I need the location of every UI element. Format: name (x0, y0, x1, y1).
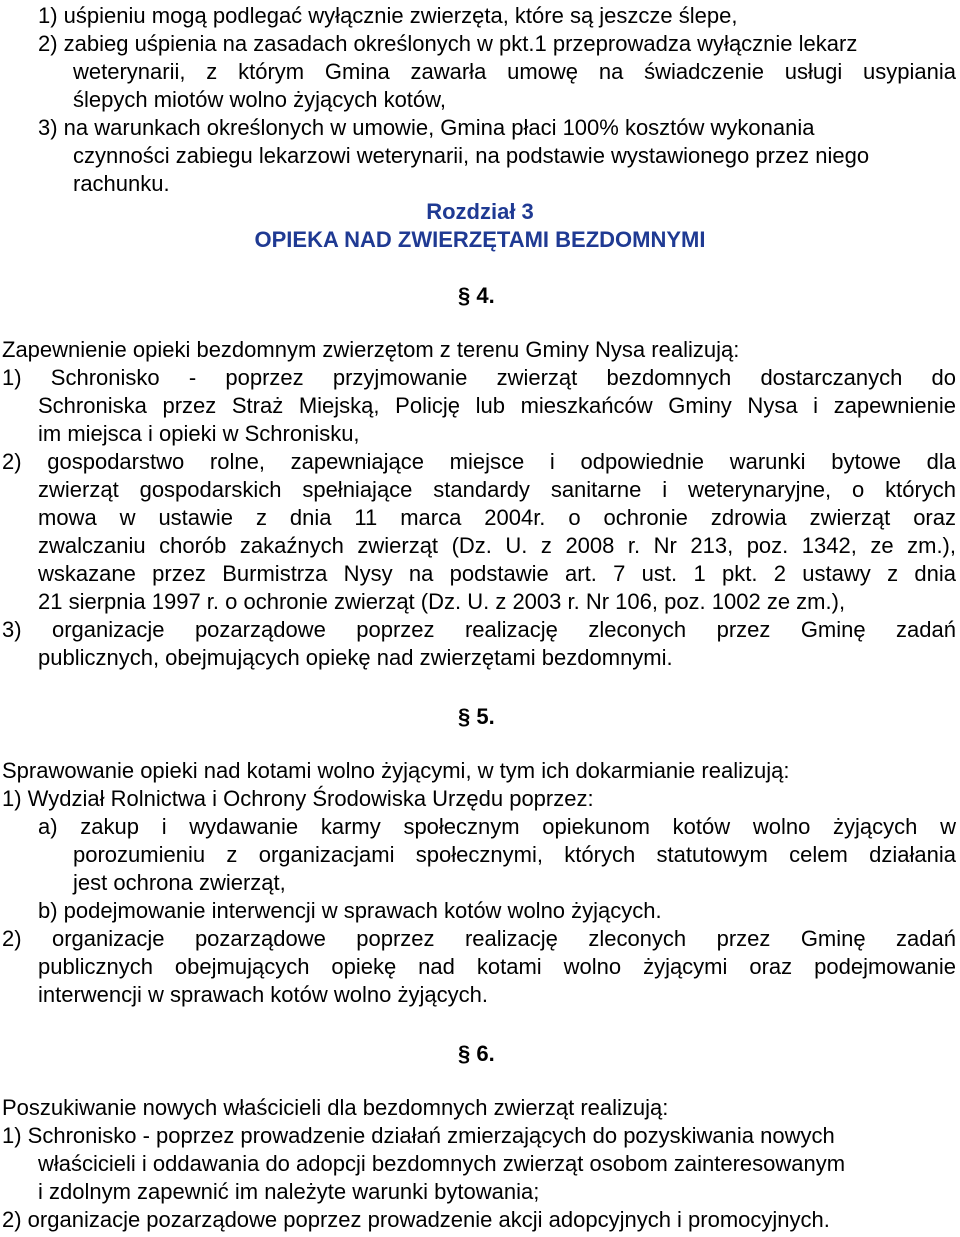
section-4-line-1: 1) Schronisko - poprzez przyjmowanie zwierząt bezdomnych dostarczanych do (2, 365, 956, 390)
section-4-line-6: mowa w ustawie z dnia 11 marca 2004r. o ochronie zdrowia zwierząt oraz (38, 505, 956, 530)
section-6-line-2: właścicieli i oddawania do adopcji bezdomnych zwierząt osobom zainteresowanym (38, 1151, 846, 1176)
section-6-line-1: 1) Schronisko - poprzez prowadzenie działań zmierzających do pozyskiwania nowych (2, 1123, 835, 1148)
section-4-line-11: publicznych, obejmujących opiekę nad zwierzętami bezdomnymi. (38, 645, 673, 670)
section-6-line-3: i zdolnym zapewnić im należyte warunki bytowania; (38, 1179, 540, 1204)
section-6-line-4: 2) organizacje pozarządowe poprzez prowadzenie akcji adopcyjnych i promocyjnych. (2, 1207, 830, 1232)
section-4-line-4: 2) gospodarstwo rolne, zapewniające miejsce i odpowiednie warunki bytowe dla (2, 449, 956, 474)
chapter-title: OPIEKA NAD ZWIERZĘTAMI BEZDOMNYMI (254, 227, 706, 252)
chapter-number: Rozdział 3 (426, 199, 534, 224)
section-4-line-3: im miejsca i opieki w Schronisku, (38, 421, 360, 446)
section-5-line-7: publicznych obejmujących opiekę nad kotami wolno żyjącymi oraz podejmowanie (38, 954, 956, 979)
list-item-2: 2) zabieg uśpienia na zasadach określonych w pkt.1 przeprowadza wyłącznie lekarz (38, 31, 858, 56)
list-item-3-line-2: czynności zabiegu lekarzowi weterynarii, na podstawie wystawionego przez niego (73, 143, 870, 168)
section-6-heading: § 6. (458, 1041, 495, 1066)
section-4-line-5: zwierząt gospodarskich spełniające standardy sanitarne i weterynaryjne, o których (38, 477, 956, 502)
list-item-3-line-3: rachunku. (73, 171, 170, 196)
section-5-line-2: a) zakup i wydawanie karmy społecznym opiekunom kotów wolno żyjących w (38, 814, 956, 839)
section-4-line-7: zwalczaniu chorób zakaźnych zwierząt (Dz. U. z 2008 r. Nr 213, poz. 1342, ze zm.), (38, 533, 956, 558)
section-5-line-6: 2) organizacje pozarządowe poprzez realizację zleconych przez Gminę zadań (2, 926, 956, 951)
section-5-line-3: porozumieniu z organizacjami społecznymi, których statutowym celem działania (73, 842, 956, 867)
section-5-line-1: 1) Wydział Rolnictwa i Ochrony Środowiska Urzędu poprzez: (2, 786, 594, 811)
list-item-2-line-3: ślepych miotów wolno żyjących kotów, (73, 87, 446, 112)
section-4-line-2: Schroniska przez Straż Miejską, Policję lub mieszkańców Gminy Nysa i zapewnienie (38, 393, 956, 418)
section-5-intro: Sprawowanie opieki nad kotami wolno żyjącymi, w tym ich dokarmianie realizują: (2, 758, 790, 783)
section-6-intro: Poszukiwanie nowych właścicieli dla bezdomnych zwierząt realizują: (2, 1095, 669, 1120)
section-4-intro: Zapewnienie opieki bezdomnym zwierzętom z terenu Gminy Nysa realizują: (2, 337, 740, 362)
section-4-line-8: wskazane przez Burmistrza Nysy na podstawie art. 7 ust. 1 pkt. 2 ustawy z dnia (38, 561, 956, 586)
section-5-line-4: jest ochrona zwierząt, (73, 870, 286, 895)
section-5-line-5: b) podejmowanie interwencji w sprawach kotów wolno żyjących. (38, 898, 662, 923)
section-5-heading: § 5. (458, 704, 495, 729)
list-item-1: 1) uśpieniu mogą podlegać wyłącznie zwierzęta, które są jeszcze ślepe, (38, 3, 738, 28)
section-4-heading: § 4. (458, 283, 495, 308)
section-5-line-8: interwencji w sprawach kotów wolno żyjących. (38, 982, 488, 1007)
list-item-2-line-2: weterynarii, z którym Gmina zawarła umowę na świadczenie usługi usypiania (73, 59, 956, 84)
section-4-line-10: 3) organizacje pozarządowe poprzez realizację zleconych przez Gminę zadań (2, 617, 956, 642)
list-item-3: 3) na warunkach określonych w umowie, Gmina płaci 100% kosztów wykonania (38, 115, 815, 140)
section-4-line-9: 21 sierpnia 1997 r. o ochronie zwierząt (Dz. U. z 2003 r. Nr 106, poz. 1002 ze zm.), (38, 589, 846, 614)
